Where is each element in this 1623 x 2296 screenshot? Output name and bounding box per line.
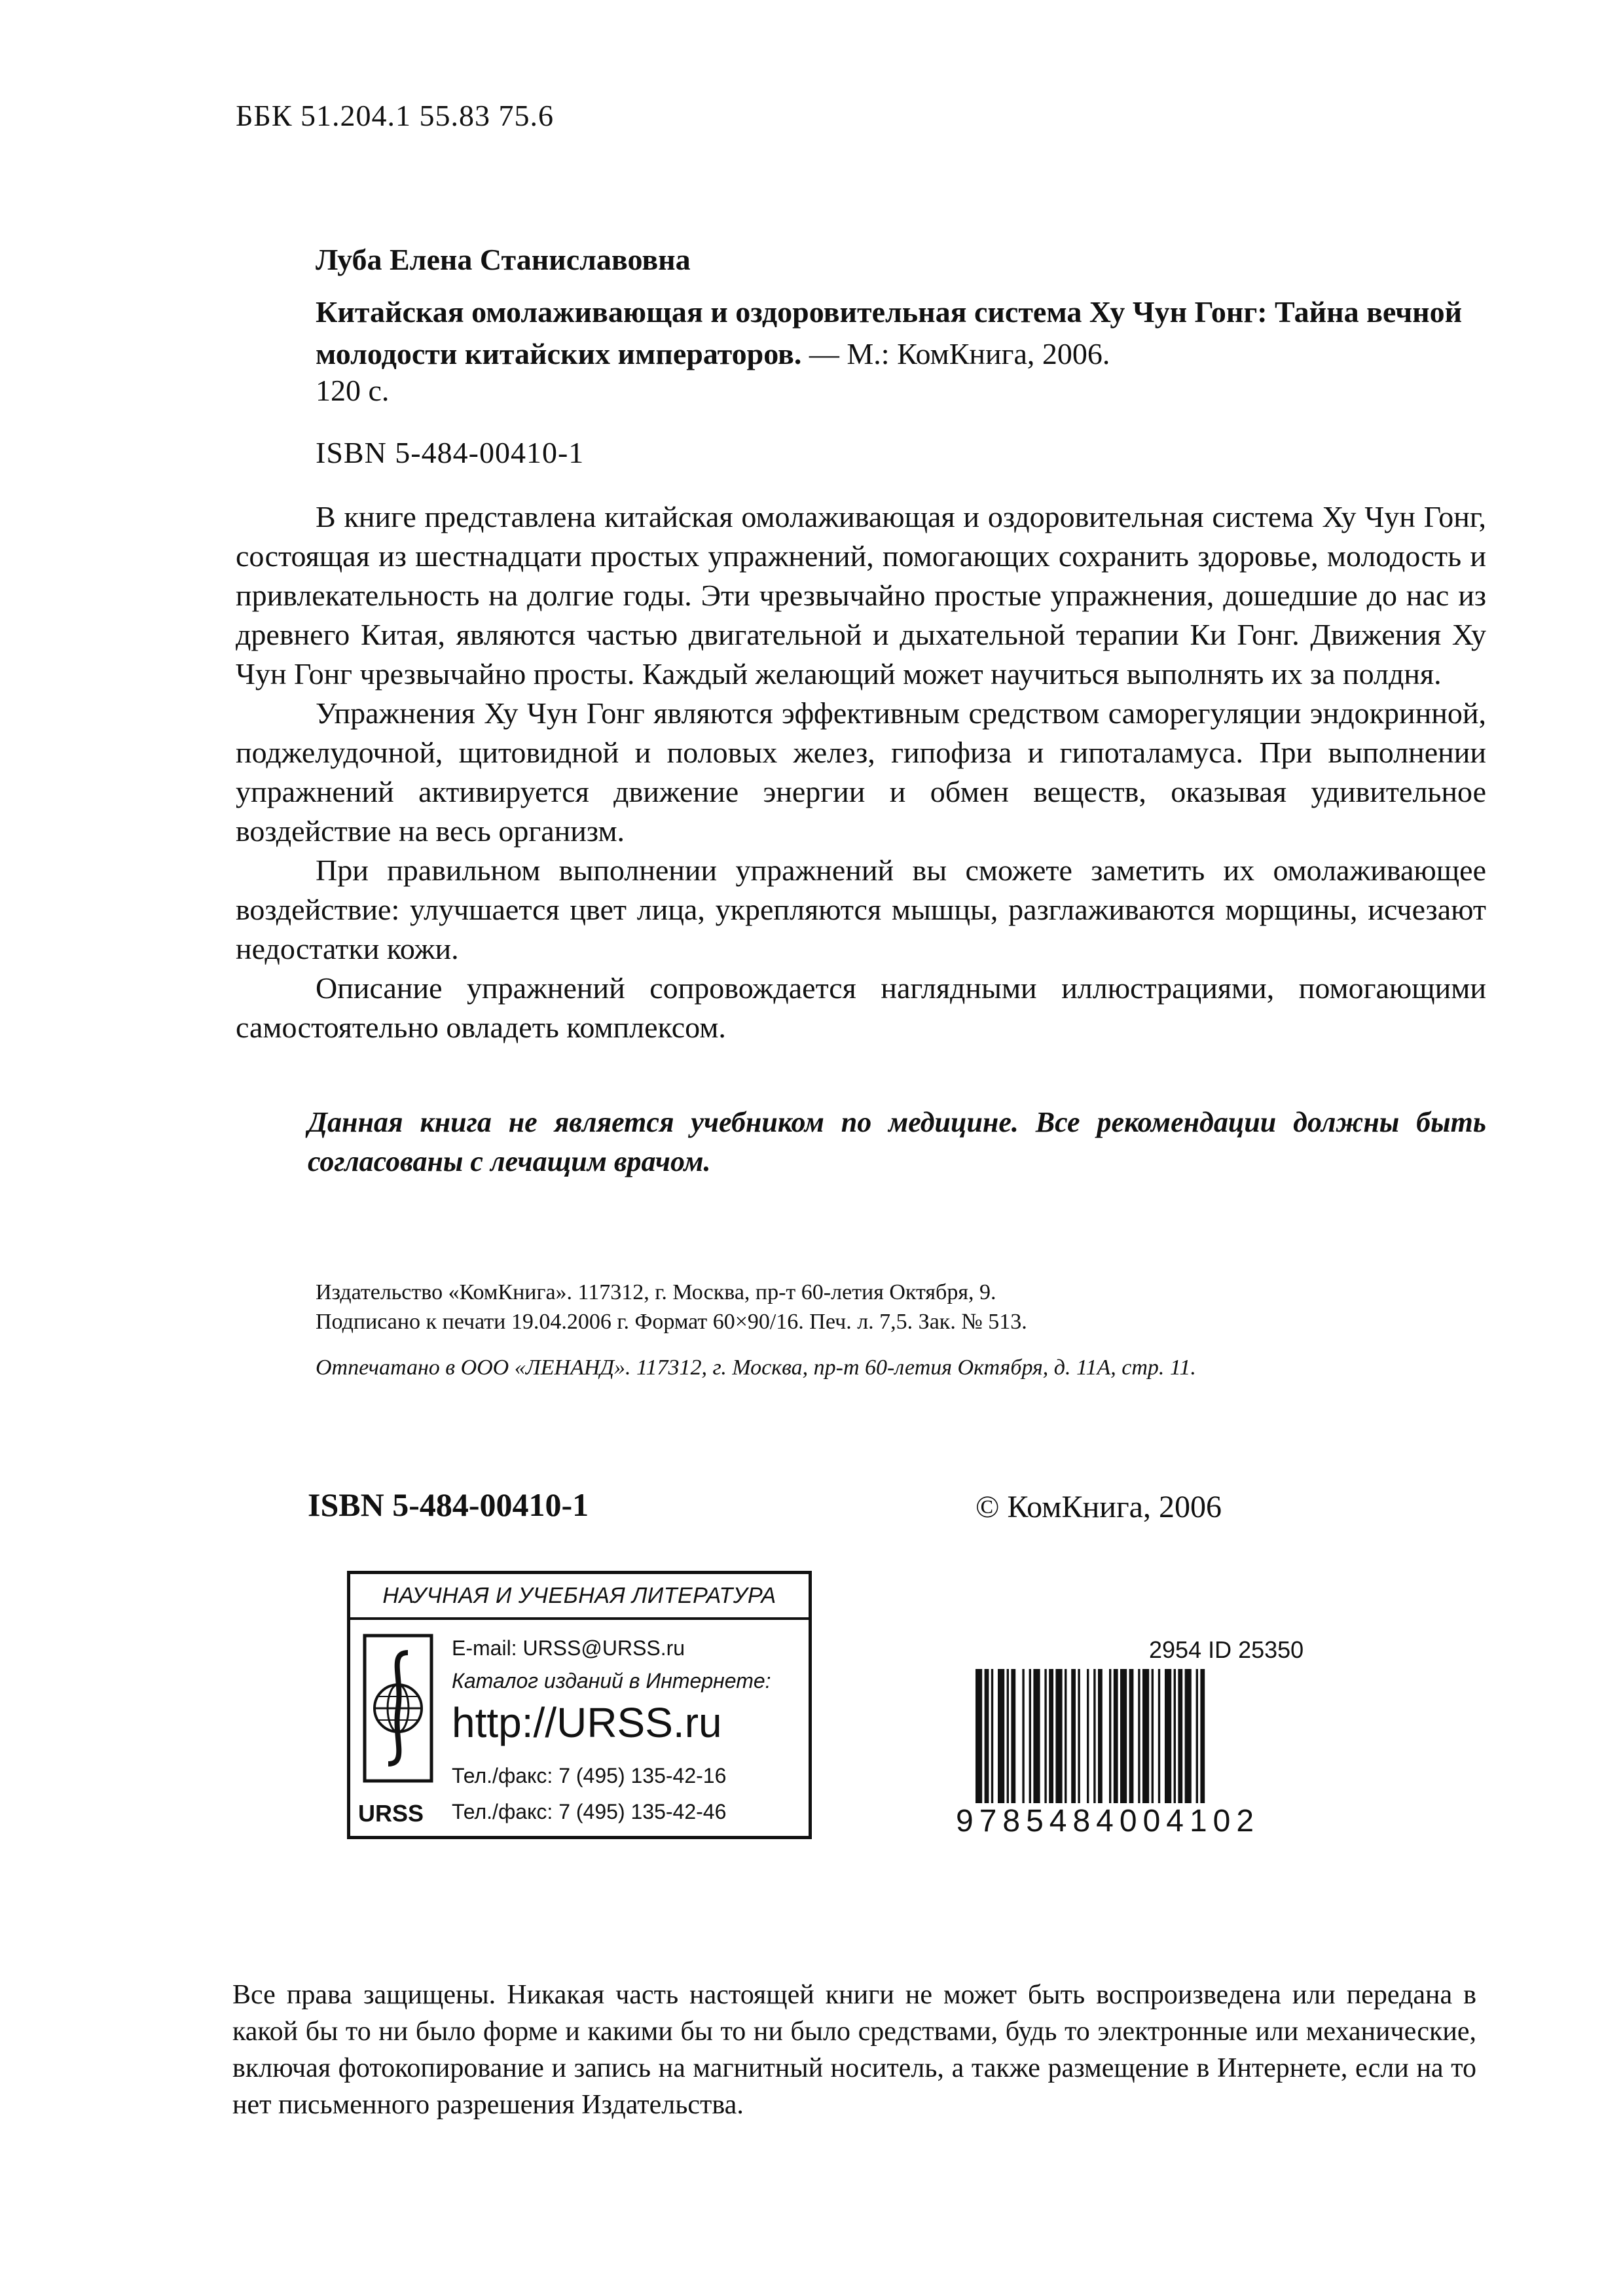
annotation-paragraph-1: В книге представлена китайская омолаживающая и оздоровительная система Ху Чун Гонг, состоящая из шестнадцати простых упражнений, помогающих сохранить здоровье, молодость и привлекательность на долгие годы. Эти чрезвычайно простые упражнения, дошедшие до нас из древнего Китая, являются частью двигательной и дыхательной терапии Ки Гонг. Движения Ху Чун Гонг чрезвычайно просты. Каждый желающий может научиться выполнять их за полдня. xyxy=(236,500,1486,691)
bbk-code: ББК 51.204.1 55.83 75.6 xyxy=(236,99,555,132)
rights-notice: Все права защищены. Никакая часть настоящей книги не может быть воспроизведена или передана в какой бы то ни было форме и какими бы то ни было средствами, будь то электронные или механические, включая фотокопирование и запись на магнитный носитель, а также размещение в Интернете, если на то нет письменного разрешения Издательства. xyxy=(232,1980,1476,2120)
book-title-main: Китайская омолаживающая и оздоровительная система Ху Чун Гонг: Тайна вечной молодости китайских императоров. xyxy=(316,295,1463,370)
barcode-id: 2954 ID 25350 xyxy=(1149,1636,1304,1663)
imprint-publisher: Издательство «КомКнига». 117312, г. Москва, пр-т 60-летия Октября, 9. xyxy=(316,1280,996,1304)
urss-phone-2: Тел./факс: 7 (495) 135-42-46 xyxy=(452,1800,727,1823)
book-title-publisher: — М.: КомКнига, 2006. xyxy=(801,337,1110,370)
urss-logo-icon xyxy=(362,1633,434,1784)
urss-phone-1: Тел./факс: 7 (495) 135-42-16 xyxy=(452,1764,727,1787)
urss-url: http://URSS.ru xyxy=(452,1699,722,1746)
urss-box-header: НАУЧНАЯ И УЧЕБНАЯ ЛИТЕРАТУРА xyxy=(350,1574,809,1620)
annotation-paragraph-4: Описание упражнений сопровождается наглядными иллюстрациями, помогающими самостоятельно овладеть комплексом. xyxy=(236,971,1486,1044)
author-name: Луба Елена Станиславовна xyxy=(316,243,691,276)
annotation-paragraph-2: Упражнения Ху Чун Гонг являются эффективным средством саморегуляции эндокринной, поджелудочной, щитовидной и половых желез, гипофиза и гипоталамуса. При выполнении упражнений активируется движение энергии и обмен веществ, оказывая удивительное воздействие на весь организм. xyxy=(236,696,1486,848)
annotation-paragraph-3: При правильном выполнении упражнений вы сможете заметить их омолаживающее воздействие: улучшается цвет лица, укрепляются мышцы, разглаживаются морщины, исчезают недостатки кожи. xyxy=(236,853,1486,965)
urss-info-box xyxy=(347,1571,812,1839)
imprint-signed: Подписано к печати 19.04.2006 г. Формат 60×90/16. Печ. л. 7,5. Зак. № 513. xyxy=(316,1310,1027,1334)
imprint-printed: Отпечатано в ООО «ЛЕНАНД». 117312, г. Москва, пр-т 60-летия Октября, д. 11А, стр. 11. xyxy=(316,1355,1196,1380)
isbn-bottom: ISBN 5-484-00410-1 xyxy=(308,1486,589,1523)
urss-email: E-mail: URSS@URSS.ru xyxy=(452,1636,685,1660)
urss-catalog-label: Каталог изданий в Интернете: xyxy=(452,1669,771,1693)
book-title xyxy=(316,291,1487,375)
copyright: © КомКнига, 2006 xyxy=(976,1490,1222,1524)
isbn-top: ISBN 5-484-00410-1 xyxy=(316,436,585,469)
urss-mark: URSS xyxy=(358,1800,424,1827)
annotation xyxy=(236,497,1486,1047)
barcode-digits: 9785484004102 xyxy=(956,1804,1260,1839)
page-count: 120 с. xyxy=(316,374,390,407)
medical-disclaimer: Данная книга не является учебником по медицине. Все рекомендации должны быть согласованы с лечащим врачом. xyxy=(308,1106,1486,1177)
